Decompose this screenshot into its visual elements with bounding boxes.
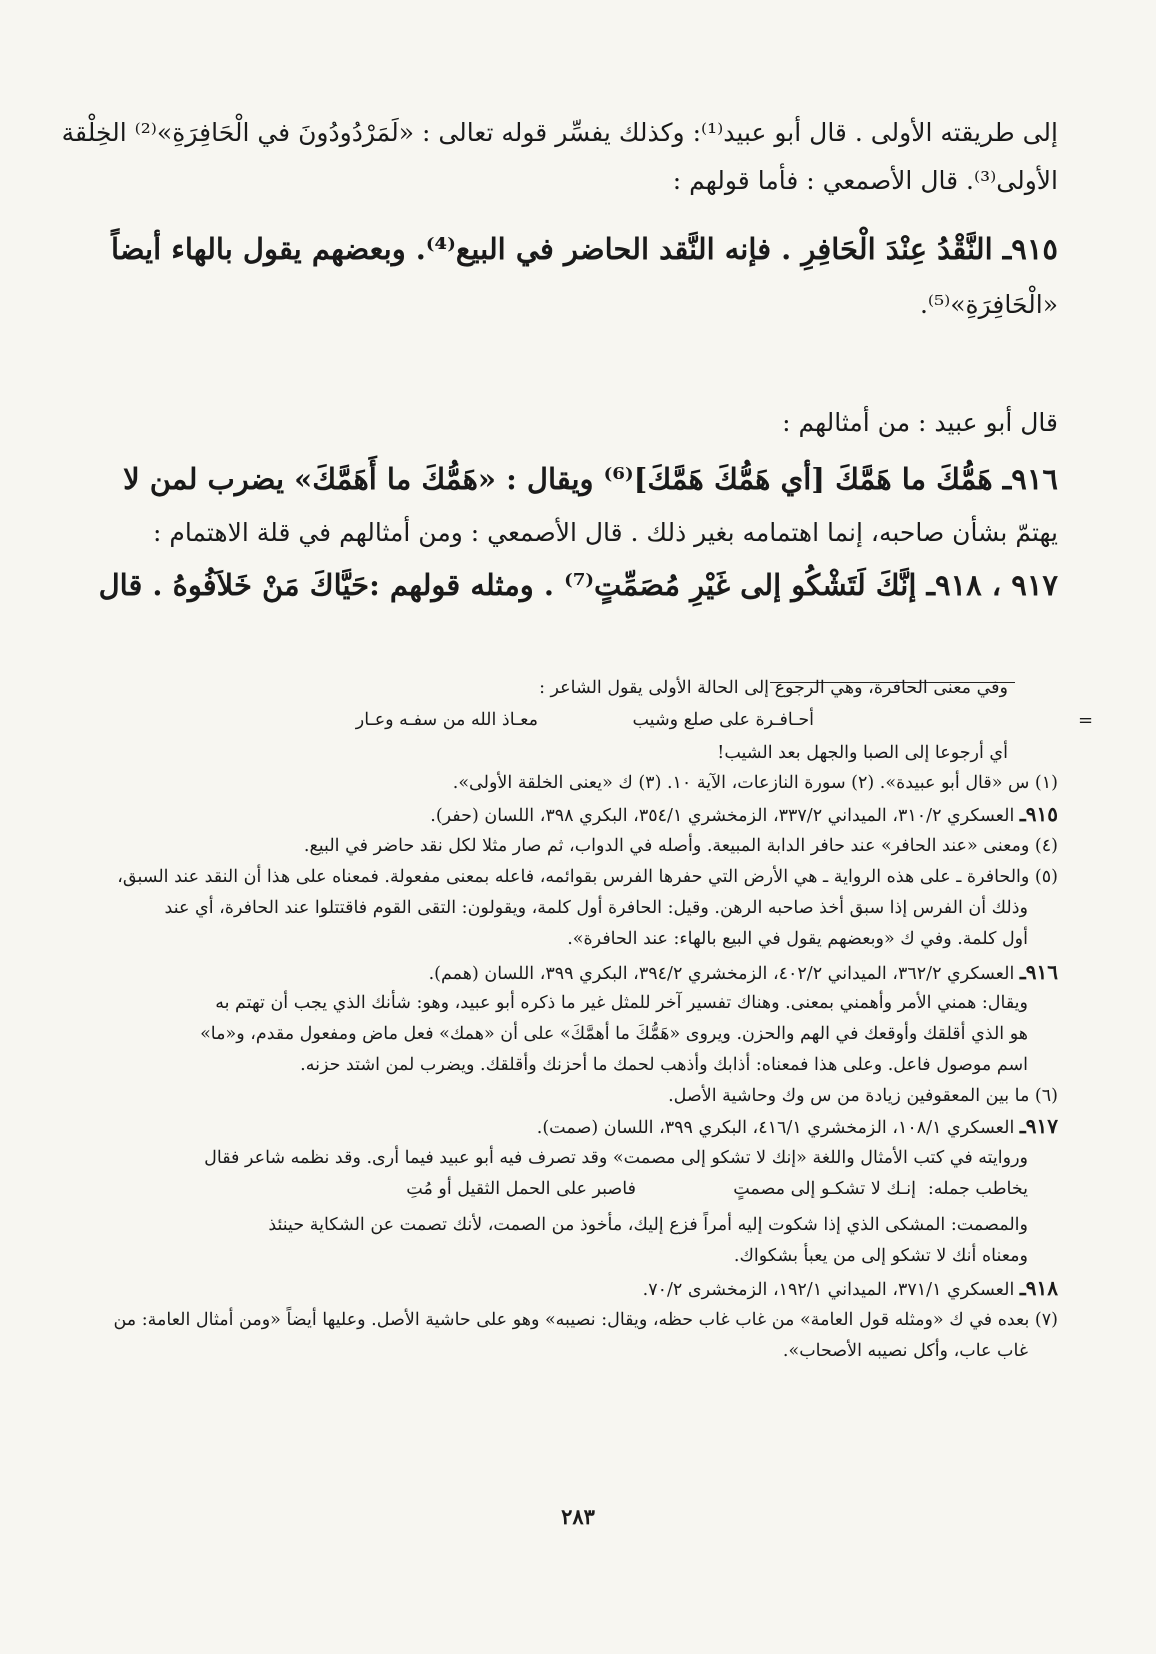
source-916 bbox=[429, 960, 1058, 984]
footnote-line: وفي معنى الحافرة، وهي الرجوع إلى الحالة الأولى يقول الشاعر : bbox=[539, 678, 1008, 698]
footnote-5: (٥) والحافرة ـ على هذه الرواية ـ هي الأرض التي حفرها الفرس بقوائمه، فاعله بمعنى مفعولة. فمعناه على هذا أن النقد عند السبق، bbox=[117, 867, 1058, 887]
footnote-line: اسم موصول فاعل. وعلى هذا فمعناه: أذابك وأذهب لحمك ما أحزنك وأقلقك. ويضرب لمن اشتد حزنه. bbox=[300, 1055, 1028, 1075]
source-text: العسكري ٣٧١/١، الميداني ١٩٢/١، الزمخشرى ٧٠/٢. bbox=[642, 1280, 1015, 1300]
source-text: العسكري ١٠٨/١، الزمخشري ٤١٦/١، البكري ٣٩٩، اللسان (صمت). bbox=[536, 1118, 1015, 1138]
source-text: العسكري ٣٦٢/٢، الميداني ٤٠٢/٢، الزمخشري ٣٩٤/٢، البكري ٣٩٩، اللسان (همم). bbox=[428, 964, 1015, 984]
verse-hemistich-left: فاصبر على الحمل الثقيل أو مُتِ bbox=[406, 1179, 636, 1199]
proverb-915-line: ٩١٥ـ النَّقْدُ عِنْدَ الْحَافِرِ . فإنه النَّقد الحاضر في البيع⁽⁴⁾. وبعضهم يقول بالهاء أيضاً bbox=[111, 232, 1058, 266]
verse-hemistich-right: إنـك لا تشكـو إلى مصمتٍ bbox=[733, 1179, 916, 1199]
body-line-2: الأولى⁽³⁾. قال الأصمعي : فأما قولهم : bbox=[672, 166, 1058, 195]
source-number: ٩١٨ـ bbox=[1019, 1276, 1058, 1300]
footnote-line: ويقال: همني الأمر وأهمني بمعنى. وهناك تفسير آخر للمثل غير ما ذكره أبو عبيد، وهو: شأنك الذي يجب أن تهتم به bbox=[215, 993, 1028, 1013]
footnote-7: (٧) بعده في ك «ومثله قول العامة» من غاب غاب حظه، ويقال: نصيبه» وهو على حاشية الأصل. وعليها أيضاً «ومن أمثال العامة: من bbox=[113, 1310, 1058, 1330]
proverb-917-918-line: ٩١٧ ، ٩١٨ـ إنَّكَ لَتَشْكُو إلى غَيْرِ مُصَمِّتٍ⁽⁷⁾ . ومثله قولهم :حَيَّاكَ مَنْ خَلاَفُوهُ . قال bbox=[98, 568, 1058, 602]
source-number: ٩١٦ـ bbox=[1019, 960, 1058, 984]
footnote-line: ومعناه أنك لا تشكو إلى من يعبأ بشكواك. bbox=[733, 1246, 1028, 1266]
footnote-6: (٦) ما بين المعقوفين زيادة من س وك وحاشية الأصل. bbox=[668, 1086, 1058, 1106]
footnote-7-cont: غاب عاب، وأكل نصيبه الأصحاب». bbox=[782, 1341, 1028, 1361]
footnote-line: والمصمت: المشكى الذي إذا شكوت إليه أمراً فزع إليك، مأخوذ من الصمت، لأنك تصمت عن الشكاية حينئذ bbox=[268, 1215, 1028, 1235]
source-915 bbox=[430, 802, 1058, 826]
footnote-line: أي أرجوعا إلى الصبا والجهل بعد الشيب! bbox=[717, 743, 1008, 763]
source-number: ٩١٥ـ bbox=[1019, 802, 1058, 826]
source-918 bbox=[643, 1276, 1058, 1300]
footnote-4: (٤) ومعنى «عند الحافر» عند حافر الدابة المبيعة. وأصله في الدواب، ثم صار مثلا لكل نقد حاضر في البيع. bbox=[303, 836, 1058, 856]
footnote-line: يخاطب جمله: bbox=[927, 1179, 1028, 1199]
body-line-5: قال أبو عبيد : من أمثالهم : bbox=[782, 408, 1058, 437]
footnote-5-cont: أول كلمة. وفي ك «وبعضهم يقول في البيع بالهاء: عند الحافرة». bbox=[567, 929, 1028, 949]
source-number: ٩١٧ـ bbox=[1019, 1114, 1058, 1138]
body-line-4: «الْحَافِرَةِ»⁽⁵⁾. bbox=[919, 290, 1058, 319]
page-number: ٢٨٣ bbox=[561, 1504, 595, 1529]
continuation-mark: = bbox=[1078, 710, 1094, 731]
source-text: العسكري ٣١٠/٢، الميداني ٣٣٧/٢، الزمخشري ٣٥٤/١، البكري ٣٩٨، اللسان (حفر). bbox=[430, 806, 1015, 826]
footnote-line: هو الذي أقلقك وأوقعك في الهم والحزن. ويروى «هَمُّكَ ما أهمَّكَ» على أن «همك» فعل ماض ومفعول مقدم، و«ما» bbox=[200, 1024, 1028, 1044]
footnote-1-3: (١) س «قال أبو عبيدة». (٢) سورة النازعات، الآية ١٠. (٣) ك «يعنى الخلقة الأولى». bbox=[452, 773, 1058, 793]
proverb-916-line: ٩١٦ـ هَمُّكَ ما هَمَّكَ [أي هَمُّكَ هَمَّكَ]⁽⁶⁾ ويقال : «هَمُّكَ ما أَهَمَّكَ» يضرب لمن لا bbox=[123, 462, 1058, 496]
body-line-7: يهتمّ بشأن صاحبه، إنما اهتمامه بغير ذلك . قال الأصمعي : ومن أمثالهم في قلة الاهتمام : bbox=[152, 518, 1058, 547]
verse-hemistich-right: أحـافـرة على صلع وشيب bbox=[632, 710, 814, 730]
footnote-5-cont: وذلك أن الفرس إذا سبق أخذ صاحبه الرهن. وقيل: الحافرة أول كلمة، ويقولون: التقى القوم فاقتتلوا عند الحافرة، أي عند bbox=[164, 898, 1028, 918]
footnote-line: وروايته في كتب الأمثال واللغة «إنك لا تشكو إلى مصمت» وقد تصرف فيه أبو عبيد فيما أرى. وقد نظمه شاعر فقال bbox=[204, 1148, 1028, 1168]
source-917 bbox=[537, 1114, 1058, 1138]
verse-hemistich-left: معـاذ الله من سفـه وعـار bbox=[355, 710, 538, 730]
body-line-1: إلى طريقته الأولى . قال أبو عبيد⁽¹⁾: وكذلك يفسِّر قوله تعالى : «لَمَرْدُودُونَ في الْحَافِرَةِ»⁽²⁾ الخِلْقة bbox=[61, 118, 1058, 147]
